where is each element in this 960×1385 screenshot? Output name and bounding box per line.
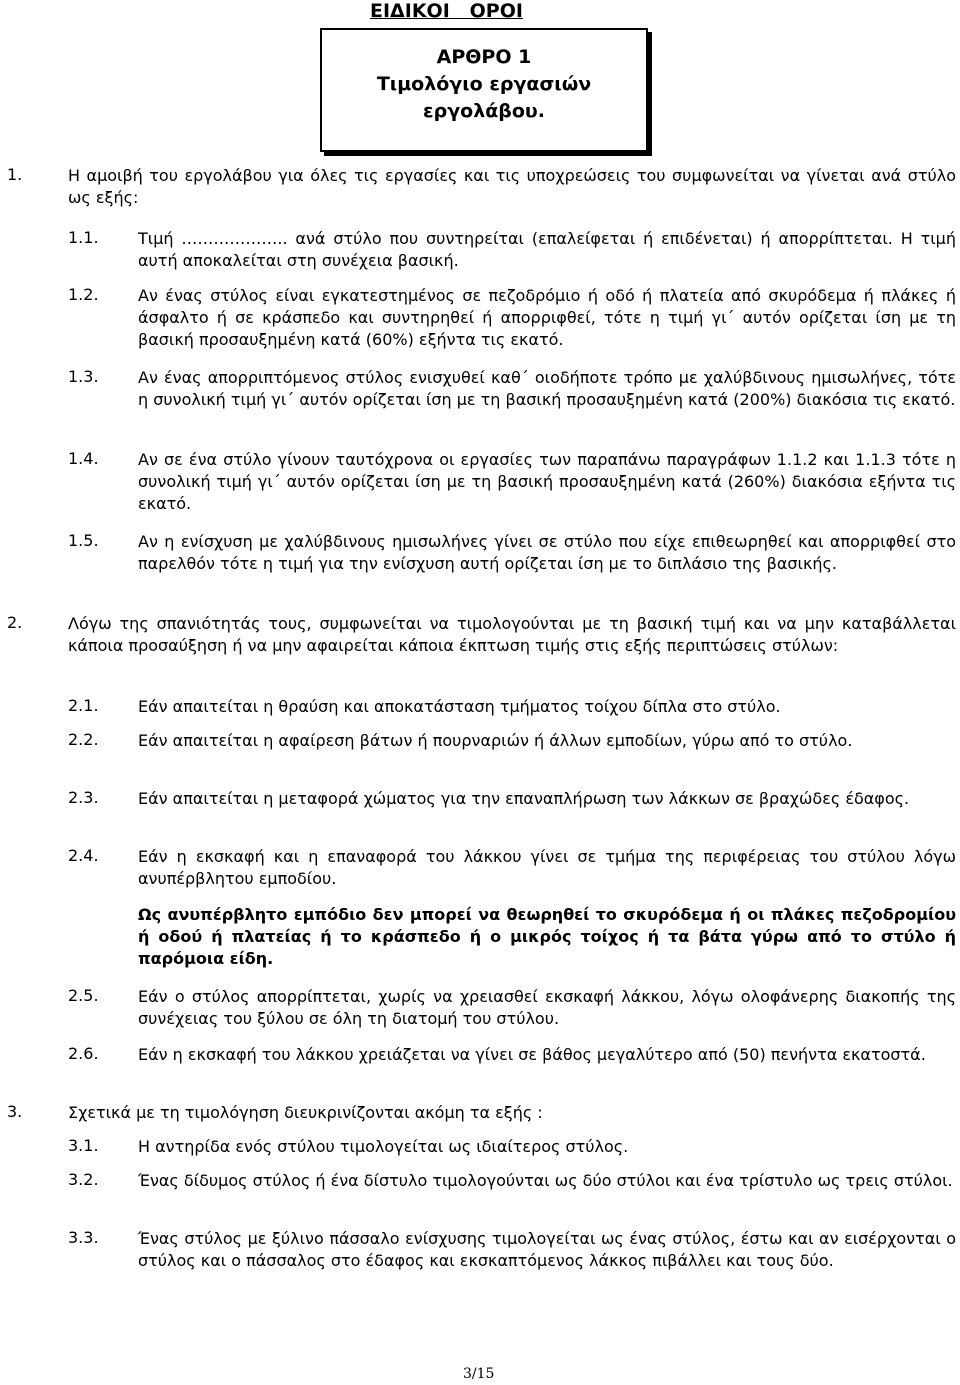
item-number: 3.	[7, 1102, 23, 1121]
item-text: Ένας δίδυμος στύλος ή ένα δίστυλο τιμολογούνται ως δύο στύλοι και ένα τρίστυλο ως τρεις στύλοι.	[138, 1171, 953, 1190]
item-number: 2.	[7, 613, 23, 632]
item-text: Εάν ο στύλος απορρίπτεται, χωρίς να χρειασθεί εκσκαφή λάκκου, λόγω ολοφάνερης διακοπής της συνέχειας του ξύλου σε όλη τη διατομή του στύλου.	[138, 987, 956, 1028]
item-number: 3.2.	[68, 1170, 99, 1189]
item-text: Η αντηρίδα ενός στύλου τιμολογείται ως ιδιαίτερος στύλος.	[138, 1137, 629, 1156]
page-number: 3/15	[463, 1366, 495, 1382]
item-text: Αν η ενίσχυση με χαλύβδινους ημισωλήνες γίνει σε στύλο που είχε επιθεωρηθεί και απορριφθεί στο παρελθόν τότε η τιμή για την ενίσχυση αυτή ορίζεται ίση με το διπλάσιο της βασικής.	[138, 532, 956, 573]
item-number: 2.3.	[68, 788, 99, 807]
item-text: Αν σε ένα στύλο γίνουν ταυτόχρονα οι εργασίες των παραπάνω παραγράφων 1.1.2 και 1.1.3 τότε η συνολική τιμή γι΄ αυτόν ορίζεται ίση με τη βασική προσαυξημένη κατά (260%) διακόσια εξήντα τις εκατό.	[138, 450, 956, 513]
item-number: 1.5.	[68, 531, 99, 550]
item-number: 1.3.	[68, 367, 99, 386]
item-number: 1.4.	[68, 449, 99, 468]
item-text: Αν ένας απορριπτόμενος στύλος ενισχυθεί καθ΄ οιοδήποτε τρόπο με χαλύβδινους ημισωλήνες, τότε η συνολική τιμή γι΄ αυτόν ορίζεται ίση με τη βασική προσαυξημένη κατά (200%) διακόσια τις εκατό.	[138, 368, 956, 409]
item-number: 2.6.	[68, 1044, 99, 1063]
item-text: Εάν η εκσκαφή και η επαναφορά του λάκκου γίνει σε τμήμα της περιφέρειας του στύλου λόγω ανυπέρβλητου εμποδίου.	[138, 847, 956, 888]
item-text: Τιμή ……………….. ανά στύλο που συντηρείται (επαλείφεται ή επιδένεται) ή απορρίπτεται. Η τιμή αυτή αποκαλείται στη συνέχεια βασική.	[138, 229, 956, 270]
item-text: Εάν η εκσκαφή του λάκκου χρειάζεται να γίνει σε βάθος μεγαλύτερο από (50) πενήντα εκατοστά.	[138, 1045, 926, 1064]
article-subtitle: εργολάβου.	[423, 100, 545, 122]
item-number: 1.1.	[68, 228, 99, 247]
item-number: 2.5.	[68, 986, 99, 1005]
item-number: 2.1.	[68, 696, 99, 715]
item-number: 2.2.	[68, 730, 99, 749]
note-paragraph: Ως ανυπέρβλητο εμπόδιο δεν μπορεί να θεωρηθεί το σκυρόδεμα ή οι πλάκες πεζοδρομίου ή οδού ή πλατείας ή το κράσπεδο ή ο μικρός τοίχος ή τα βάτα γύρω από το στύλο ή παρόμοια είδη.	[138, 905, 956, 968]
item-number: 2.4.	[68, 846, 99, 865]
item-text: Αν ένας στύλος είναι εγκατεστημένος σε πεζοδρόμιο ή οδό ή πλατεία από σκυρόδεμα ή πλάκες ή άσφαλτο ή σε κράσπεδο και συντηρηθεί ή απορριφθεί, τότε η τιμή γι΄ αυτόν ορίζεται ίση με τη βασική προσαυξημένη κατά (60%) εξήντα τις εκατό.	[138, 286, 956, 349]
item-text: Εάν απαιτείται η θραύση και αποκατάσταση τμήματος τοίχου δίπλα στο στύλο.	[138, 697, 781, 716]
article-title: Τιμολόγιο εργασιών	[376, 73, 592, 95]
article-title-box	[320, 28, 648, 152]
item-number: 3.1.	[68, 1136, 99, 1155]
item-number: 1.2.	[68, 285, 99, 304]
item-text: Εάν απαιτείται η αφαίρεση βάτων ή πουρναριών ή άλλων εμποδίων, γύρω από το στύλο.	[138, 731, 853, 750]
item-number: 1.	[7, 165, 23, 184]
page-heading: ΕΙΔΙΚΟΙ ΟΡΟΙ	[370, 0, 523, 22]
item-text: Η αμοιβή του εργολάβου για όλες τις εργασίες και τις υποχρεώσεις του συμφωνείται να γίνεται ανά στύλο ως εξής:	[68, 166, 956, 207]
item-text: Σχετικά με τη τιμολόγηση διευκρινίζονται ακόμη τα εξής :	[68, 1103, 543, 1122]
item-text: Ένας στύλος με ξύλινο πάσσαλο ενίσχυσης τιμολογείται ως ένας στύλος, έστω και αν εισέρχονται ο στύλος και ο πάσσαλος στο έδαφος και εκσκαπτόμενος λάκκος πιβάλλει και τους δύο.	[138, 1229, 956, 1270]
item-number: 3.3.	[68, 1228, 99, 1247]
article-number: ΑΡΘΡΟ 1	[436, 46, 532, 68]
item-text: Λόγω της σπανιότητάς τους, συμφωνείται να τιμολογούνται με τη βασική τιμή και να μην καταβάλλεται κάποια προσαύξηση ή να μην αφαιρείται κάποια έκπτωση τιμής στις εξής περιπτώσεις στύλων:	[68, 614, 956, 655]
item-text: Εάν απαιτείται η μεταφορά χώματος για την επαναπλήρωση των λάκκων σε βραχώδες έδαφος.	[138, 789, 910, 808]
